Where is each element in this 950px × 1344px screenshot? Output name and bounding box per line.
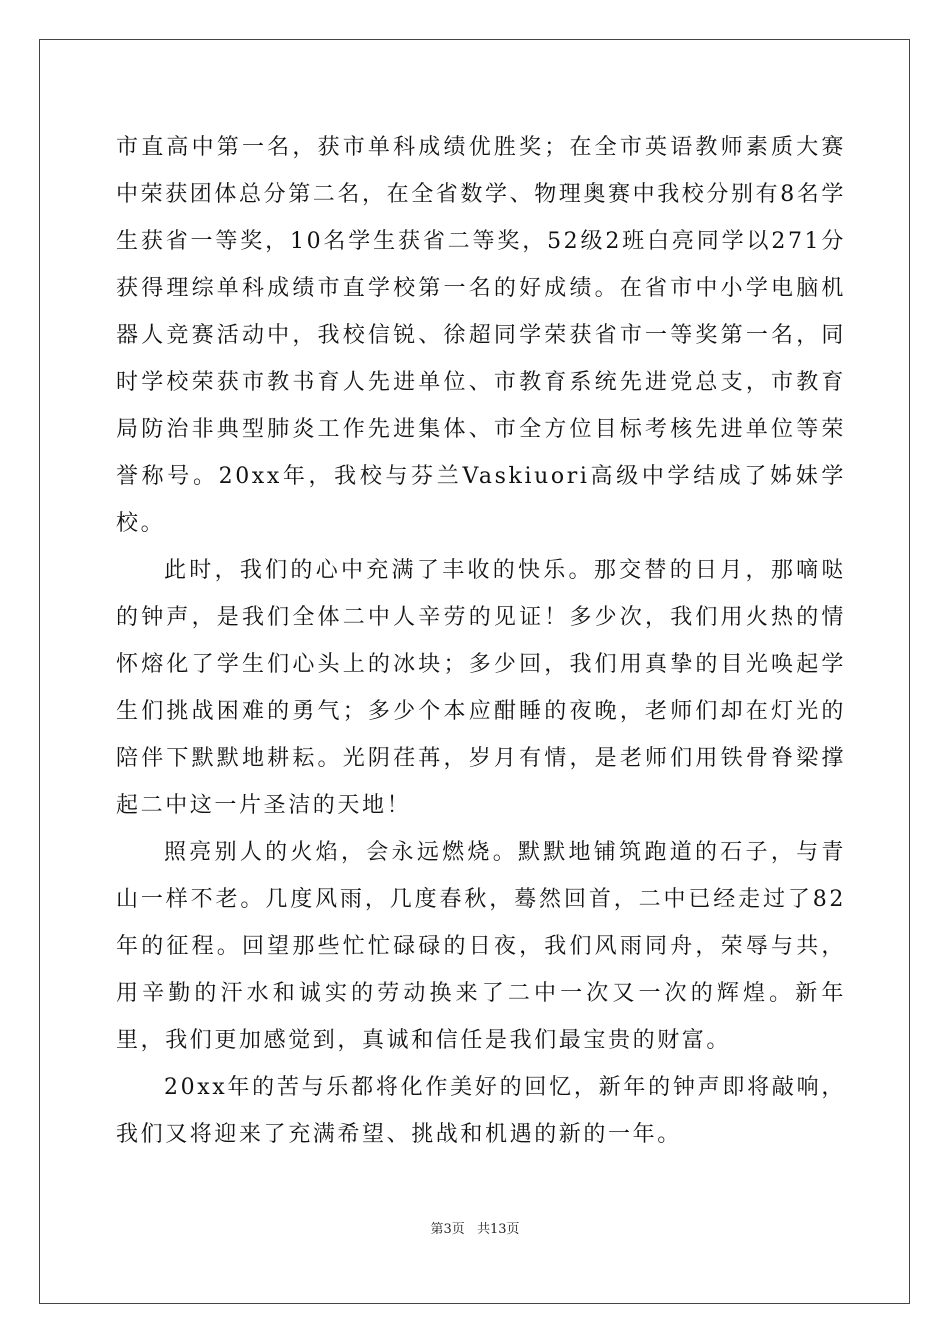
paragraph-2: 此时，我们的心中充满了丰收的快乐。那交替的日月，那嘀哒的钟声，是我们全体二中人辛劳的见证！多少次，我们用火热的情怀熔化了学生们心头上的冰块；多少回，我们用真挚的目光唤起学生们挑战困难的勇气；多少个本应酣睡的夜晚，老师们却在灯光的陪伴下默默地耕耘。光阴荏苒，岁月有情，是老师们用铁骨脊梁撑起二中这一片圣洁的天地！ [116, 558, 846, 818]
paragraph-1: 市直高中第一名，获市单科成绩优胜奖；在全市英语教师素质大赛中荣获团体总分第二名，在全省数学、物理奥赛中我校分别有8名学生获省一等奖，10名学生获省二等奖，52级2班白亮同学以271分获得理综单科成绩市直学校第一名的好成绩。在省市中小学电脑机器人竞赛活动中，我校信锐、徐超同学荣获省市一等奖第一名，同时学校荣获市教书育人先进单位、市教育系统先进党总支，市教育局防治非典型肺炎工作先进集体、市全方位目标考核先进单位等荣誉称号。20xx年，我校与芬兰Vaskiuori高级中学结成了姊妹学校。 [116, 135, 846, 536]
document-body [116, 124, 846, 1158]
paragraph-4: 20xx年的苦与乐都将化作美好的回忆，新年的钟声即将敲响，我们又将迎来了充满希望、挑战和机遇的新的一年。 [116, 1075, 846, 1147]
current-page-number: 第3页 [430, 1222, 465, 1237]
total-page-count: 共13页 [476, 1222, 520, 1237]
paragraph-3: 照亮别人的火焰，会永远燃烧。默默地铺筑跑道的石子，与青山一样不老。几度风雨，几度春秋，蓦然回首，二中已经走过了82年的征程。回望那些忙忙碌碌的日夜，我们风雨同舟，荣辱与共，用辛勤的汗水和诚实的劳动换来了二中一次又一次的辉煌。新年里，我们更加感觉到，真诚和信任是我们最宝贵的财富。 [116, 840, 846, 1053]
page-footer [0, 1221, 950, 1239]
